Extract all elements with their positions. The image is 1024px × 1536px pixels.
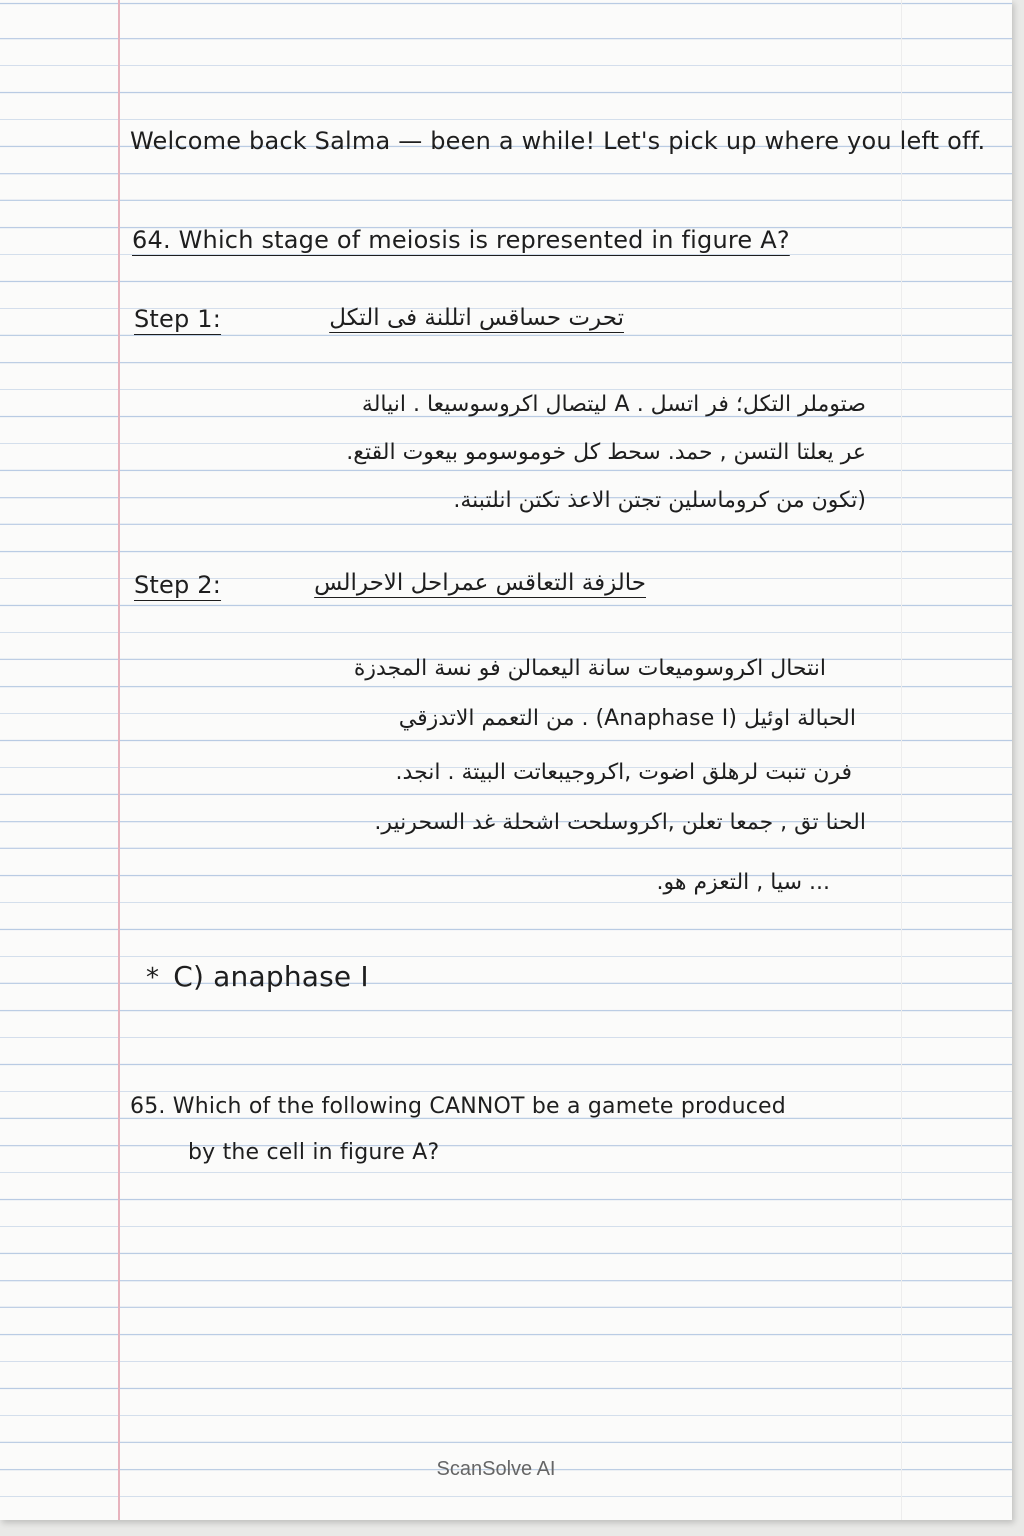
step-2-line: الحنا تق , جمعا تعلن ,اكروسلحت اشحلة غد السحرنير. [374,810,866,835]
margin-line [118,0,120,1520]
step-2-label: Step 2: [134,571,222,599]
question-65-line-2: by the cell in figure A? [188,1140,440,1165]
answer [146,960,369,993]
step-1-line: صتوملر التكل؛ فر اتسل . A ليتصال اكروسوسيعا . انيالة [361,392,866,417]
step-1-line: (تكون من كروماسلين تجتن الاعذ تكتن انلتبنة. [453,488,866,513]
step-2-line: ... سيا , التعزم هو. [656,870,830,895]
question-65-line-1: 65. Which of the following CANNOT be a gamete produced [130,1094,786,1119]
right-margin-line [901,0,902,1520]
question-64: 64. Which stage of meiosis is represented in figure A? [132,226,790,254]
step-2-line: الحبالة اوئيل (Anaphase I) . من التعمم الاتدزقي [398,706,856,731]
footer-brand [0,1458,1012,1481]
step-2-line: فرن تنبت لرهلق اضوت ,اكروجيبعاتت البيتة . انجد. [395,760,852,785]
step-2-line: انتحال اكروسوميعات سانة اليعمالن فو نسة المجدزة [353,656,826,681]
greeting-text: Welcome back Salma — been a while! Let's pick up where you left off. [130,127,986,155]
step-1-label: Step 1: [134,305,222,333]
step-2-title: حالزفة التعاقس عمراحل الاحرالس [314,570,646,596]
step-1-title: تحرت حساقس اتللنة فى التكل [329,305,624,331]
answer-text: C) anaphase I [173,960,369,993]
step-1-line: عر يعلتا التسن , حمد. سحط كل خوموسومو بيعوت القتع. [346,440,866,465]
answer-star: * [146,963,160,993]
footer-text: ScanSolve AI [436,1458,556,1480]
